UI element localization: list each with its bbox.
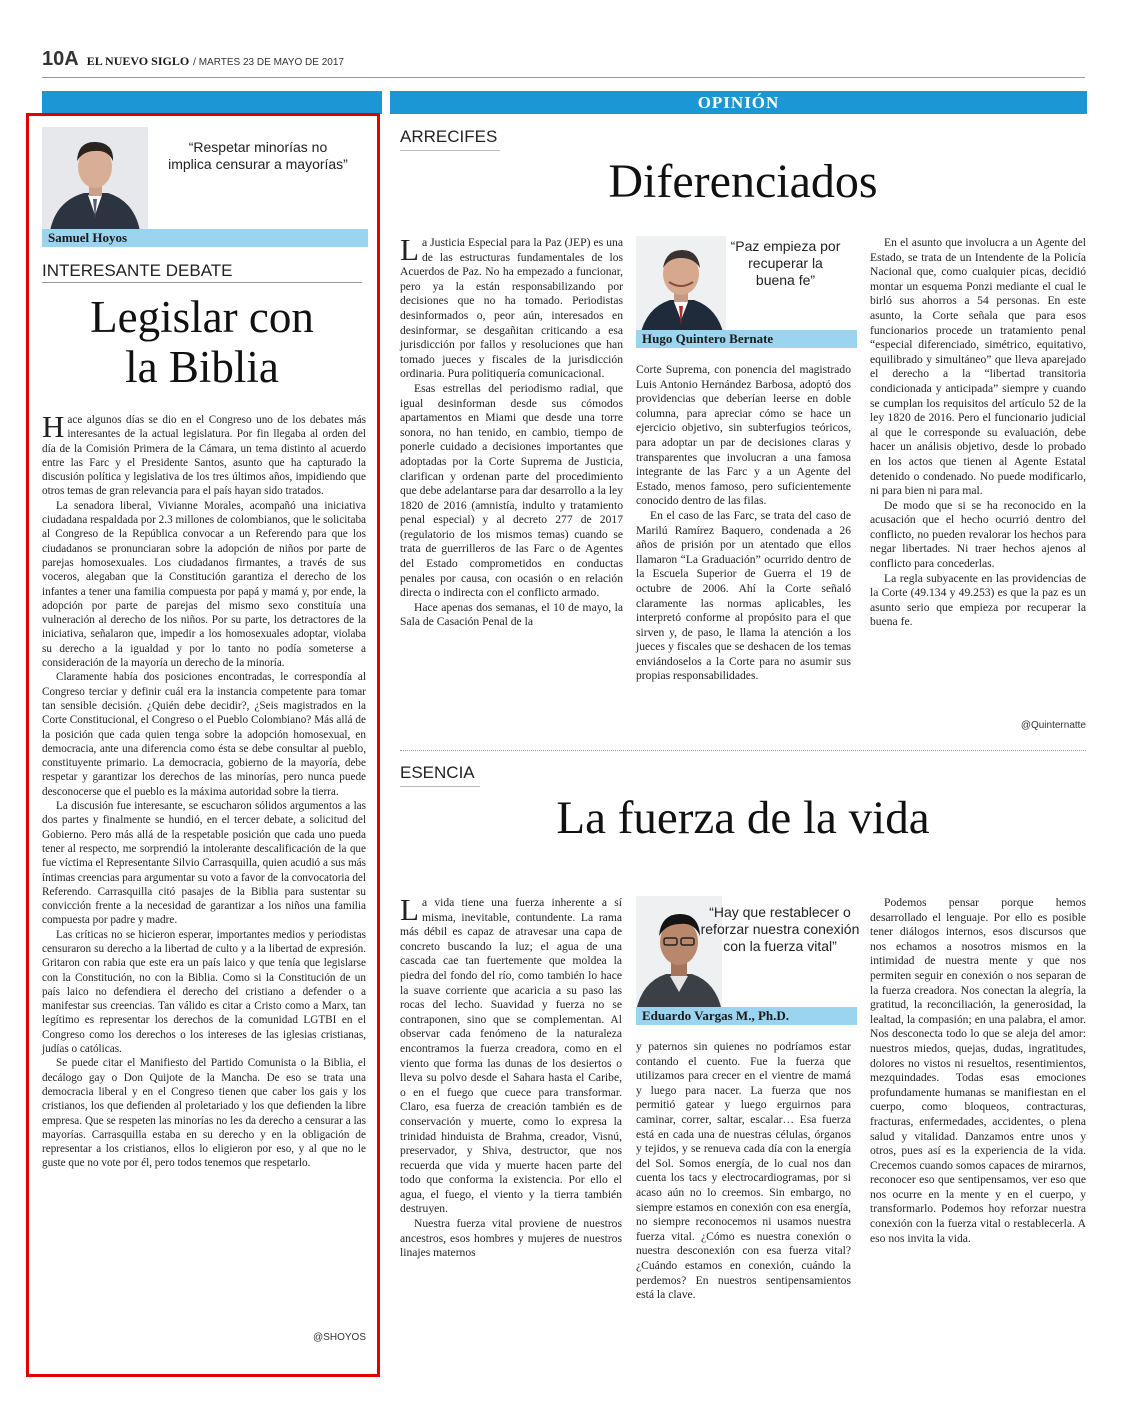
section-label: INTERESANTE DEBATE [42, 260, 362, 283]
paragraph: En el asunto que involucra a un Agente del Estado, se trata de un Intendente de la Policía Nacional que, como cualquier picas, decidió montar un esquema Ponzi mediante el cual le birló sus ahorros a 54 personas. En este asunto, la Corte señala que para esos funcionarios procede un tratamiento penal “especial diferenciado, simétrico, equitativo, equilibrado y simultáneo” que lleva aparejado el derecho a la “libertad transitoria condicionada y anticipada” siempre y cuando se cumplan los requisitos del artículo 52 de la ley 1820 de 2016. Pero el funcionario judicial al que le corresponde su evaluación, debe hacer un análisis objetivo, desde lo probado en los actos que tienen al Agente Estatal detenido o condenado. No puede modificarlo, ni para bien ni para mal. [870, 236, 1086, 498]
drop-cap: L [400, 892, 419, 927]
article-column-2 [636, 363, 851, 684]
pull-quote: “Paz empieza por recuperar la buena fe” [730, 238, 841, 288]
paragraph: ace algunos días se dio en el Congreso uno de los debates más interesantes de la actual legislatura. Por fin llegaba al orden del día de la Comisión Primera de la Cámara, un tema distinto al acuerdo entre las Farc y el Presidente Santos, asunto que ha capturado la discusión política y legislativa de los tres últimos años, impidiendo que otros temas de gran relevancia para el país hayan sido tratados. [42, 414, 366, 498]
paragraph: Se puede citar el Manifiesto del Partido Comunista o la Biblia, el decálogo gay o Don Quijote de la Mancha. De eso se trata una democracia liberal y en el Congreso tienen que caber los gais y los cristianos, los que defienden al proletariado y los que defienden la libre empresa. Que se respeten las minorías no les da derecho a censurar a las mayorías. Carrasquilla estaba en su derecho y en la obligación de representar a los cristianos, ellos lo eligieron por eso, y al que no le guste que no vote por él, pero todos tenemos que respetarlo. [42, 1057, 366, 1170]
paragraph: Claramente había dos posiciones encontradas, le correspondía al Congreso terciar y definir cuál era la instancia competente para tomar tan sensible decisión. ¿Quién debe decidir?, ¿Seis magistrados en la Corte Constitucional, el Congreso o el Pueblo Colombiano? Más allá de la posición que cada quien tenga sobre la adopción homosexual, en democracia, ante una diferencia como ésta se debe consultar al pueblo, constituyente primario. La democracia, gobierno de la mayoría, debe respetar y garantizar los derechos de las minorías, pero nunca puede desconocerse que el pueblo es la máxima autoridad sobre la tierra. [42, 671, 366, 798]
paragraph: De modo que si se ha reconocido en la acusación que el hecho ocurrió dentro del conflicto, no pueden revalorar los hechos para negar libertades. Ni traer hechos ajenos al conflicto para concederlas. [870, 498, 1086, 571]
page-number: 10A [42, 48, 79, 70]
paragraph: La senadora liberal, Vivianne Morales, acompañó una iniciativa ciudadana respaldada por 2.3 millones de colombianos, que le solicitaba al Congreso de la República convocar a un Referendo para que los ciudadanos se pronunciaran sobre la adopción de niños por parte de parejas homosexuales. Los ciudadanos firmantes, a través de sus voceros, alegaban que la Constitución garantiza el derecho de los infantes a tener una familia compuesta por papá y mamá y, por ende, la adopción por parte de parejas del mismo sexo constituía una vulneración al derecho de los niños. Por su parte, los detractores de la iniciativa, señalaron que, impedir a los homosexuales adoptar, violaba su derecho a la igualdad y por lo tanto no podía someterse a consideración de la mayoría un derecho de la minoría. [42, 499, 366, 670]
section-label: ARRECIFES [400, 127, 498, 146]
article-column-1 [400, 232, 623, 630]
paragraph: Esas estrellas del periodismo radial, que igual desinforman desde sus cómodos apartamentos en Miami que desde una torre sonora, no han tenido, en cambio, tiempo de ponerle cuidado a decisiones importantes que adoptadas por la Corte Suprema de Justicia, clarifican y ordenan parte del procedimiento que debe adelantarse para dar desarrollo a la ley 1820 de 2016 (amnistía, indulto y tratamiento penal especial) y al decreto 277 de 2017 (regulatorio de los mismos temas) cuando se trata de guerrilleros de las Farc o de Agentes del Estado comprometidos en conductas penales por causa, con ocasión o en relación directa o indirecta con el conflicto armado. [400, 381, 623, 600]
article-title [42, 292, 362, 392]
paragraph: La regla subyacente en las providencias de la Corte (49.134 y 49.253) es que la paz es un asunto serio que empieza por recuperar la buena fe. [870, 571, 1086, 629]
drop-cap: H [42, 409, 65, 444]
issue-date: / MARTES 23 DE MAYO DE 2017 [193, 57, 344, 68]
paragraph: a Justicia Especial para la Paz (JEP) es una de las estructuras fundamentales de los Acuerdos de Paz. No ha empezado a funcionar, pero ya la están responsabilizando por decisiones que no ha tomado. Periodistas desinformados o, peor aún, interesados en desinformar, se desgañitan criticando a esa jurisdicción por fallos y resoluciones que han tomado jueces y fiscales de la jurisdicción ordinaria. Pura politiquería comunicacional. [400, 236, 623, 381]
author-handle: @SHOYOS [313, 1332, 366, 1343]
paragraph: En el caso de las Farc, se trata del caso de Marilú Ramírez Baquero, condenada a 26 años de prisión por un atentado que ellos llamaron “La Graduación” ocurrido dentro de la Escuela Superior de Guerra el 19 de octubre de 2006. Ahí la Corte señaló claramente las normas aplicables, les interpretó conforme al propósito para el que sirven y, de paso, le llama la atención a los jueces y fiscales que se deshacen de los temas enviándoselos a la Corte para no asumir sus propias responsabilidades. [636, 508, 851, 683]
pull-quote: “Hay que restablecer o reforzar nuestra conexión con la fuerza vital” [700, 904, 860, 954]
paragraph: Corte Suprema, con ponencia del magistrado Luis Antonio Hernández Barbosa, adoptó dos providencias que deberían leerse en doble columna, para apreciar cómo se hace un ejercicio objetivo, sin subterfugios teóricos, para adoptar un par de decisiones claras y transparentes que involucran a una famosa integrante de las Farc y a un Agente del Estado, menos famoso, pero suficientemente conocido dentro de las filas. [636, 363, 851, 508]
paragraph: Las críticas no se hicieron esperar, importantes medios y periodistas censuraron su derecho a la libertad de culto y a la libertad de expresión. Gritaron con rabia que este era un país laico y que tenía que legislarse con la Constitución, no con la Biblia. Como si la Constitución de un país laico no defendiera el derecho del cristiano a defender o a manifestar sus creencias. Tan válido es citar a Cristo como a Marx, tan legítimo es representar los derechos de la comunidad LGTBI en el Congreso como los derechos o los intereses de las iglesias cristianas, judías o católicas. [42, 928, 366, 1056]
title-line-1: Legislar con [90, 292, 314, 342]
author-handle: @Quinternatte [1020, 720, 1086, 731]
header-rule [42, 77, 1085, 78]
section-bar: OPINIÓN [390, 91, 1087, 114]
newspaper-name: EL NUEVO SIGLO [86, 54, 190, 68]
article-title: Diferenciados [608, 155, 878, 208]
drop-cap: L [400, 232, 419, 267]
paragraph: La discusión fue interesante, se escucharon sólidos argumentos a las dos partes y finalmente se hundió, en el tercer debate, a solicitud del Gobierno. Pero más allá de la respetable posición que cada uno pueda tener al respecto, me sorprendió la intolerante descalificación de la que fue víctima el Representante Silvio Carrasquilla, quien acudió a sus más íntimas creencias para argumentar su voto a favor de la convocatoria del Referendo. Carrasquilla citó pasajes de la Biblia para sustentar su convicción frente a la necesidad de garantizar a los niños una familia compuesta por padre y madre. [42, 800, 366, 927]
article-divider [400, 750, 1086, 751]
author-name-bar: Hugo Quintero Bernate [636, 330, 857, 348]
article-title: La fuerza de la vida [556, 792, 930, 844]
paragraph: y paternos sin quienes no podríamos estar contando el cuento. Fue la fuerza que utilizamos para crecer en el vientre de mamá y luego para nacer. La fuerza que nos permitió gatear y luego erguirnos para caminar, correr, saltar, escalar… Esa fuerza está en cada una de nuestras células, órganos y tejidos, y se renueva cada día con la energía del Sol. Somos energía, de lo cual nos dan cuenta los tacs y electrocardiogramas, por si acaso aún no lo creemos. Sin embargo, no siempre estamos en conexión con esa energía, no siempre reconocemos ni usamos nuestra fuerza vital. ¿Cómo es nuestra conexión o nuestra desconexión con esa fuerza vital? ¿Cuándo estamos en conexión, cuándo la perdemos? En nuestros sentipensamientos está la clave. [636, 1040, 851, 1302]
pull-quote: “Respetar minorías no implica censurar a mayorías” [168, 139, 348, 172]
paragraph: Podemos pensar porque hemos desarrollado el lenguaje. Por ello es posible tener diálogos internos, esos discursos que nos echamos a nosotros mismos en la intimidad de nuestra mente y que nos permiten seguir en conexión o nos separan de la fuerza creadora. Nos conectan la alegría, la gratitud, la reconciliación, la generosidad, la lealtad, la compasión; en una palabra, el amor. Nos desconecta todo lo que se aleja del amor: nuestros miedos, quejas, dudas, ingratitudes, dolores no vistos ni resueltos, resentimientos, mezquindades. Todas esas emociones profundamente humanas se manifiestan en el cuerpo, como bloqueos, contracturas, fracturas, enfermedades, accidentes, o plena salud y vitalidad. Danzamos entre unos y otros, pues así es la experiencia de la vida. Crecemos cuando somos capaces de mirarnos, reconocer eso que sentipensamos, ver eso que nos ocurre en la mente y en el cuerpo, y transformarlo. Podemos hoy reforzar nuestra conexión con la fuerza vital o restablecerla. A eso nos invita la vida. [870, 896, 1086, 1245]
title-line-2: la Biblia [125, 342, 279, 392]
article-column-3 [870, 236, 1086, 630]
article-body [42, 409, 366, 1171]
paragraph: Nuestra fuerza vital proviene de nuestros ancestros, esos hombres y mujeres de nuestros linajes maternos [400, 1217, 622, 1260]
section-label: ESENCIA [400, 763, 475, 782]
page-header [42, 48, 1085, 74]
article-column-1 [400, 892, 622, 1261]
author-name-bar: Eduardo Vargas M., Ph.D. [636, 1007, 857, 1025]
author-photo-hoyos [42, 127, 148, 231]
section-bar-left [42, 91, 382, 114]
paragraph: Hace apenas dos semanas, el 10 de mayo, la Sala de Casación Penal de la [400, 600, 623, 629]
paragraph: a vida tiene una fuerza inherente a sí misma, inevitable, contundente. La rama más débil es capaz de atravesar una capa de concreto buscando la luz; el agua de una cascada cae tan fuertemente que moldea la piedra del fondo del río, como también lo hace la suave corriente que acaricia a su paso las rocas del lecho. Suavidad y fuerza no se contraponen, sino que se complementan. Al observar cada fenómeno de la naturaleza encontramos la fuerza creadora, como en el viento que forma las dunas de los desiertos o lleva su polvo desde el Sahara hasta el Caribe, o en el fuego que cuece para transformar. Claro, esa fuerza de creación también es de conservación y muerte, como lo expresa la trinidad hinduista de Brahma, creador, Visnú, preservador, y Shiva, destructor, que nos recuerda que vida y muerte hacen parte del todo que conforma la existencia. Por ello el agua, el fuego, el viento y la tierra también destruyen. [400, 896, 622, 1216]
article-column-3 [870, 896, 1086, 1246]
article-column-2 [636, 1040, 851, 1303]
author-photo-quintero [636, 236, 726, 336]
author-name-bar: Samuel Hoyos [42, 229, 368, 247]
